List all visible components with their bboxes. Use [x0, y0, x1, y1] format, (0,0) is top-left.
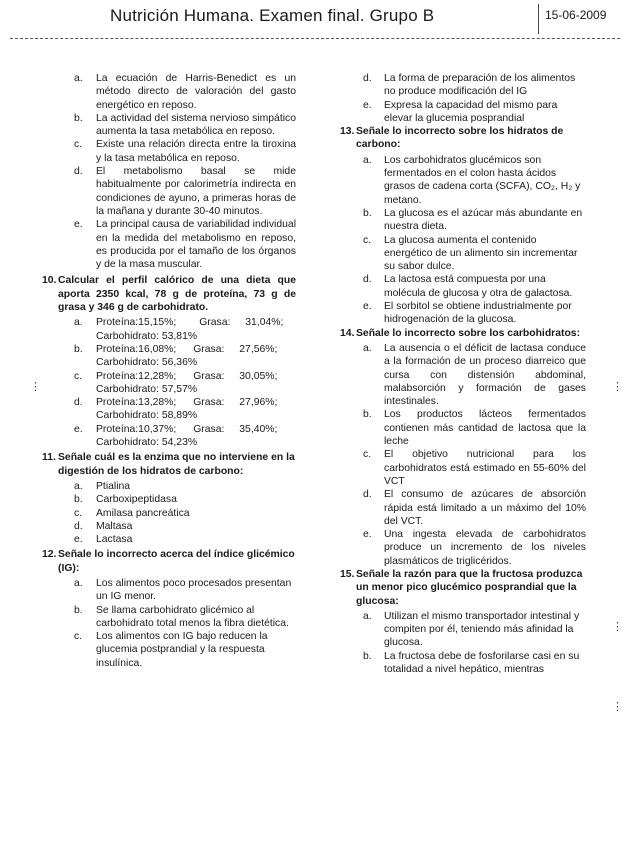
left-column [42, 72, 296, 670]
question-12 [42, 548, 296, 575]
option-c: c. Los alimentos con IG bajo reducen la glucemia postprandial y la respuesta insulínica. [74, 631, 268, 669]
option-a: a. Los carbohidratos glucémicos son fermentados en el colon hasta ácidos grasos de cadena corta (SCFA), CO₂, H₂ y metano. [363, 154, 581, 206]
option-d: d. La lactosa está compuesta por una molécula de glucosa y otra de galactosa. [363, 274, 573, 299]
question-number: 10. [42, 275, 57, 287]
option-b: b. La fructosa debe de fosforilarse casi en su totalidad a nivel hepático, mientras [363, 650, 580, 676]
option-b: b. La actividad del sistema nervioso simpático aumenta la tasa metabólica en reposo. [74, 112, 296, 138]
q15-options [336, 610, 586, 676]
scan-mark: ⋮ [612, 701, 623, 713]
q13-options [336, 154, 586, 327]
q9-continued-options [74, 72, 296, 271]
option-d: d. El consumo de azúcares de absorción rápida está limitado a un máximo del 10% del VCT. [363, 489, 586, 527]
question-text: Señale lo incorrecto acerca del índice glicémico (IG): [58, 549, 295, 574]
option-e: e. La principal causa de variabilidad individual en la medida del metabolismo en reposo, es producida por el tamaño de los órganos y de la masa muscular. [74, 219, 296, 271]
question-text: Calcular el perfil calórico de una dieta que aporta 2350 kcal, 78 g de proteína, 73 g de grasa y 346 g de carbohidrato. [58, 275, 296, 314]
question-14 [336, 327, 586, 340]
q14-options [336, 342, 586, 568]
option-e: e. Lactasa [74, 534, 133, 546]
option-a: a. Utilizan el mismo transportador intestinal y compiten por él, teniendo más afinidad la glucosa. [363, 610, 580, 649]
option-d: d. Proteína:13,28%; Grasa: 27,96%; Carbohidrato: 58,89% [74, 397, 278, 422]
option-c: c. Existe una relación directa entre la tiroxina y la tasa metabólica en reposo. [74, 139, 296, 164]
question-10 [42, 274, 296, 314]
question-number: 11. [42, 452, 56, 464]
option-d: d. La forma de preparación de los alimentos no produce modificación del IG [363, 73, 576, 98]
question-text: Señale la razón para que la fructosa produzca un menor pico glucémico posprandial que la glucosa: [356, 568, 583, 607]
option-c: c. El objetivo nutricional para los carbohidratos está estimado en 55-60% del VCT [363, 449, 586, 487]
page-title: Nutrición Humana. Examen final. Grupo B [110, 6, 435, 25]
question-number: 14. [340, 327, 355, 339]
option-e: e. El sorbitol se obtiene industrialmente por hidrogenación de la glucosa. [363, 301, 572, 326]
option-a: a. La ausencia o el déficit de lactasa conduce a la formación de un proceso diarreico que cursa con distensión abdominal, malabsorción y formación de gases intestinales. [363, 342, 586, 408]
q12-options [58, 577, 296, 670]
option-d: d. El metabolismo basal se mide habitualmente por calorimetría indirecta en condiciones de ayuno, a primeras horas de la mañana y durante 30-40 minutos. [74, 166, 296, 217]
option-b: b. Se llama carbohidrato glicémico al carbohidrato total menos la fibra dietética. [74, 604, 289, 629]
option-a: a. Proteína:15,15%; Grasa: 31,04%; Carbohidrato: 53,81% [74, 317, 284, 342]
option-b: b. Proteína:16,08%; Grasa: 27,56%; Carbohidrato: 56,36% [74, 343, 278, 369]
scan-mark: ⋮ [612, 381, 623, 393]
option-d: d. Maltasa [74, 520, 133, 532]
q11-options [58, 480, 296, 546]
option-e: e. Proteína:10,37%; Grasa: 35,40%; Carbohidrato: 54,23% [74, 423, 278, 449]
option-a: a. Ptialina [74, 480, 131, 492]
q10-options [58, 316, 296, 449]
question-number: 13. [340, 126, 355, 138]
question-text: Señale lo incorrecto sobre los hidratos de carbono: [356, 126, 564, 151]
right-column [336, 72, 586, 676]
option-c: c. Proteína:12,28%; Grasa: 30,05%; Carbohidrato: 57,57% [74, 370, 278, 395]
question-13 [336, 125, 586, 152]
question-text: Señale cuál es la enzima que no interviene en la digestión de los hidratos de carbono: [58, 452, 295, 477]
scan-mark: ⋮ [612, 621, 623, 633]
option-e: e. Una ingesta elevada de carbohidratos produce un incremento de los niveles plasmáticos de triglicéridos. [363, 529, 586, 567]
q12-continued-options [336, 72, 586, 125]
question-15 [336, 568, 586, 608]
question-number: 15. [340, 568, 355, 580]
exam-date: 15-06-2009 [545, 8, 607, 22]
scan-mark: ⋮ [30, 381, 41, 393]
option-b: b. La glucosa es el azúcar más abundante en nuestra dieta. [363, 207, 583, 233]
option-a: a. La ecuación de Harris-Benedict es un método directo de valoración del gasto energético en reposo. [74, 73, 296, 111]
question-11 [42, 451, 296, 478]
question-number: 12. [42, 549, 57, 561]
question-text: Señale lo incorrecto sobre los carbohidratos: [356, 327, 581, 339]
option-e: e. Expresa la capacidad del mismo para elevar la glucemia posprandial [363, 99, 558, 124]
option-a: a. Los alimentos poco procesados presentan un IG menor. [74, 577, 292, 603]
option-b: b. Los productos lácteos fermentados contienen más cantidad de lactosa que la leche [363, 409, 586, 448]
header-divider [538, 4, 539, 34]
option-c: c. La glucosa aumenta el contenido energético de un alimento sin incrementar su sabor dulce. [363, 234, 578, 273]
option-c: c. Amilasa pancreática [74, 507, 190, 519]
option-b: b. Carboxipeptidasa [74, 494, 177, 506]
header-rule [10, 38, 620, 39]
page-header [0, 0, 636, 40]
